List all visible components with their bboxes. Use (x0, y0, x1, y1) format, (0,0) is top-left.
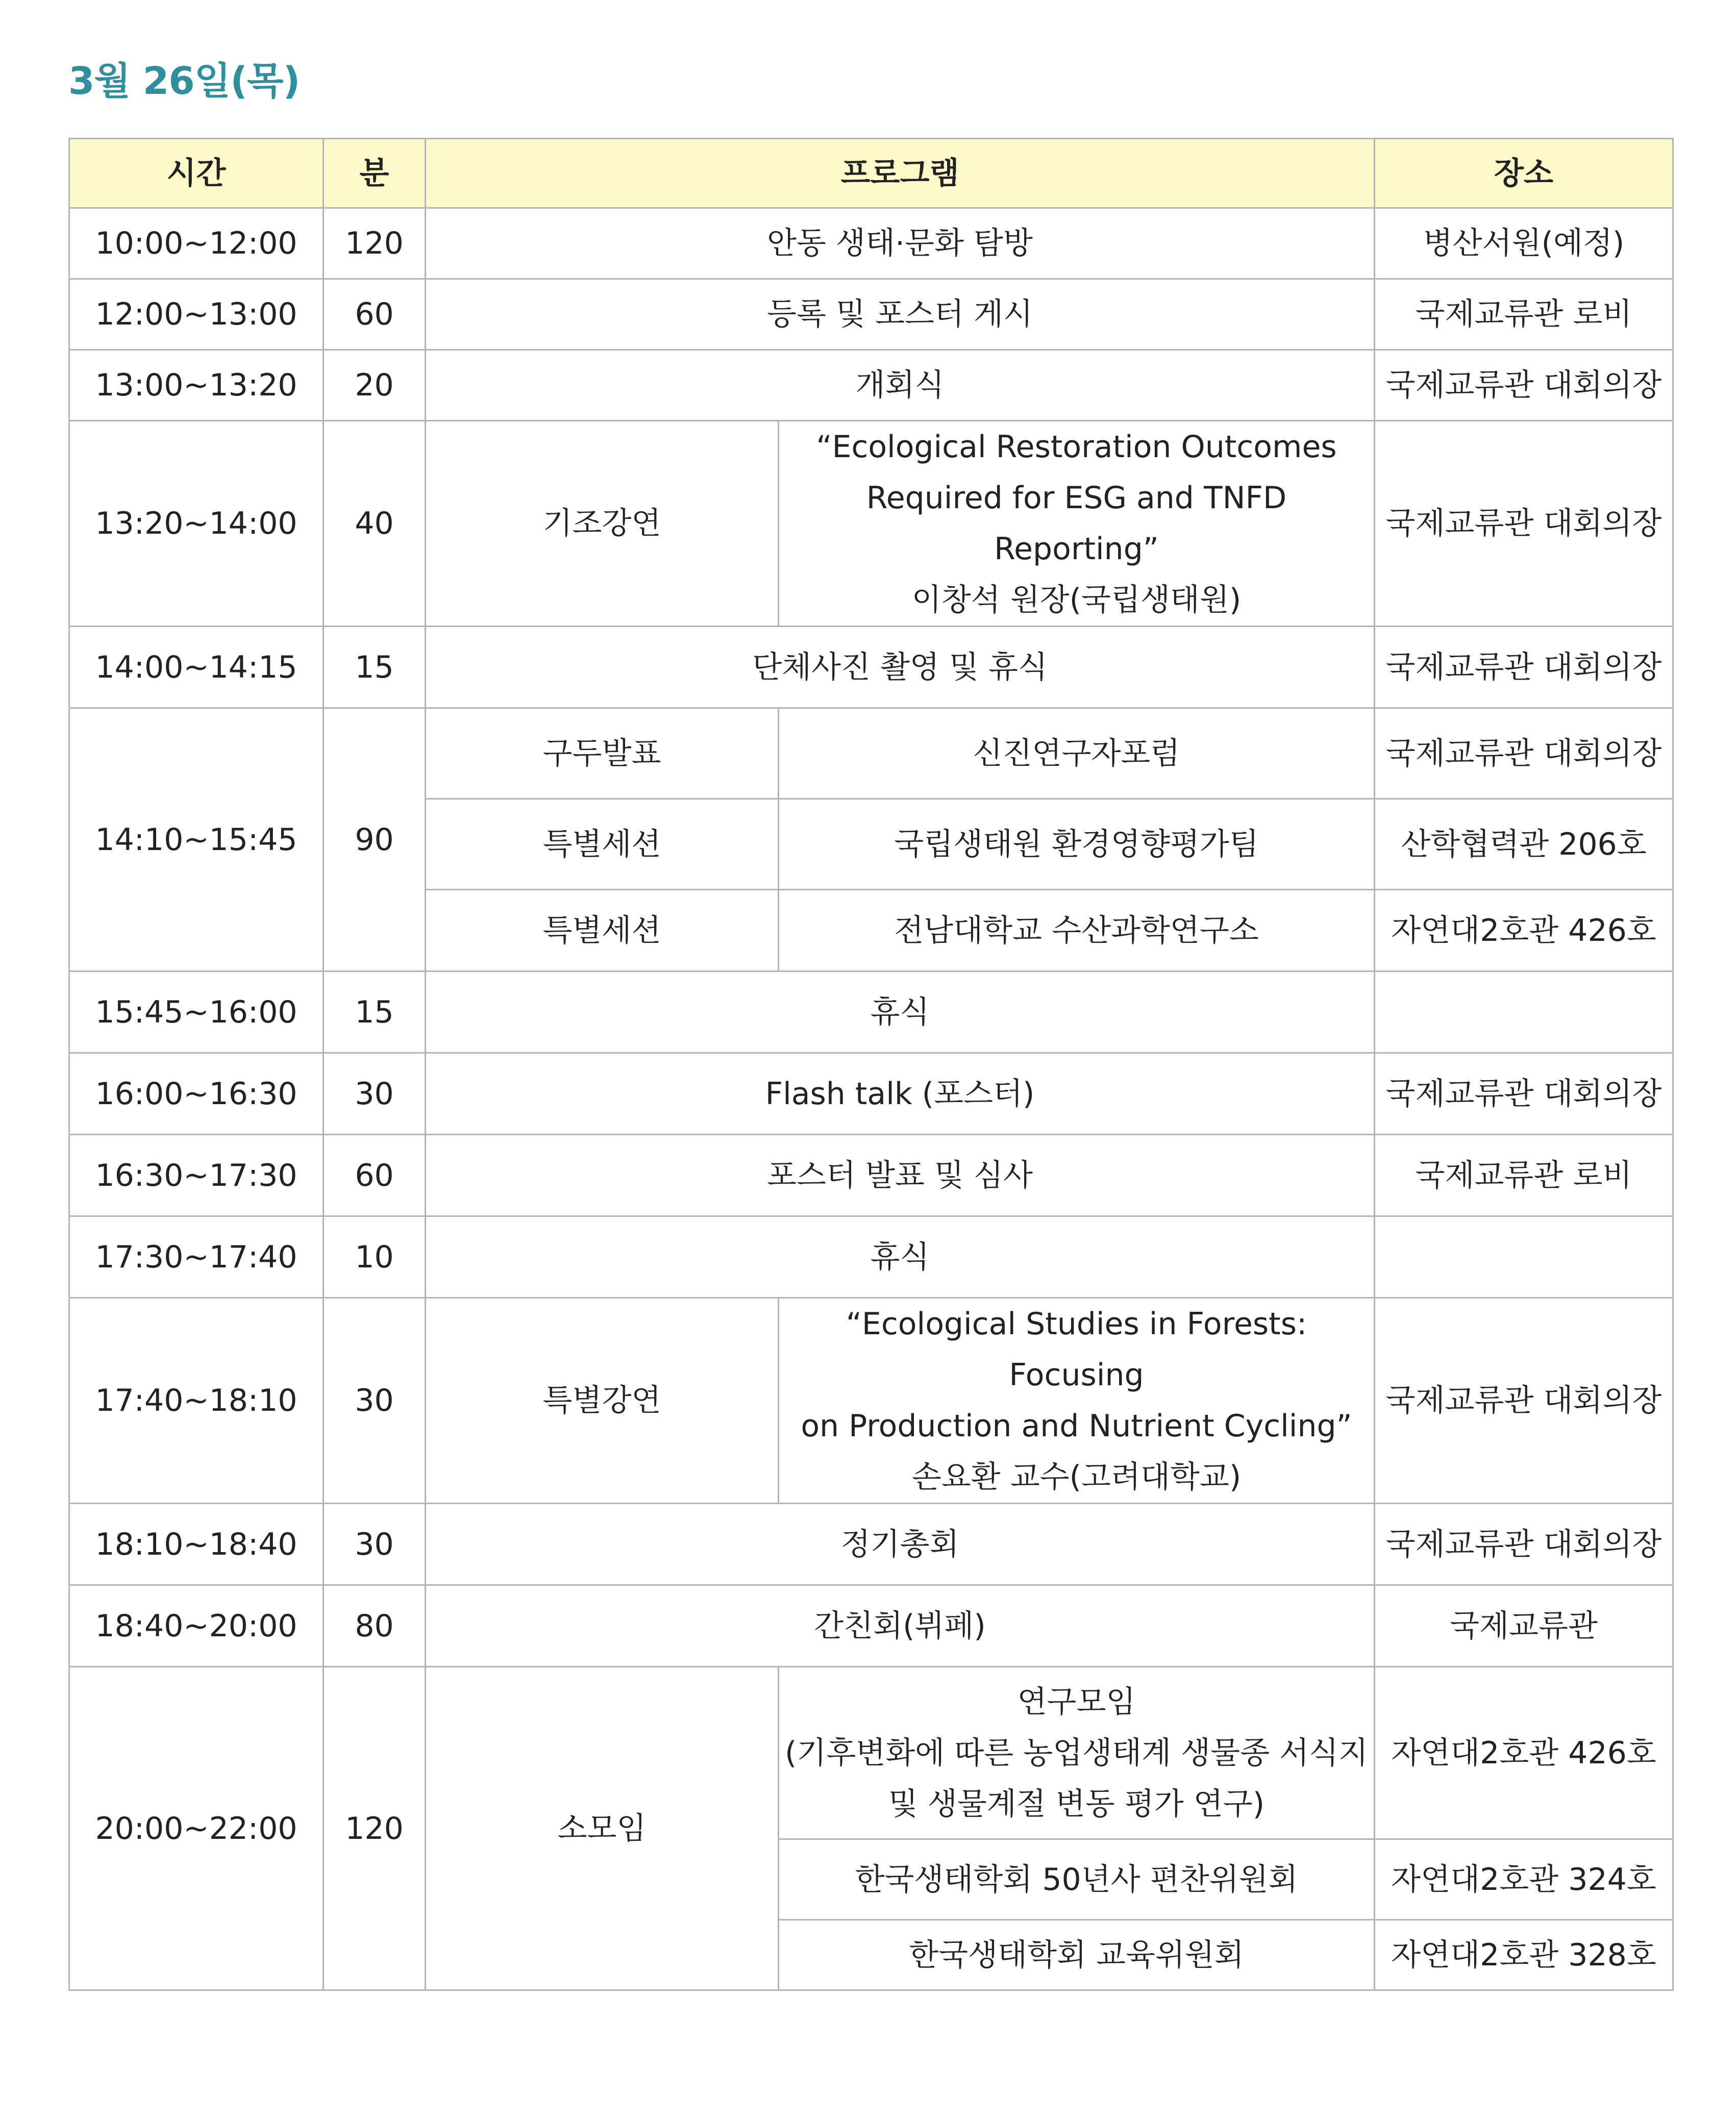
session-detail-cell (779, 1298, 1375, 1504)
program-cell: 단체사진 촬영 및 휴식 (426, 627, 1375, 708)
minutes-cell: 30 (324, 1053, 426, 1135)
schedule-table (68, 138, 1674, 1991)
minutes-cell: 30 (324, 1504, 426, 1585)
speaker-line: 이창석 원장(국립생태원) (911, 582, 1242, 618)
minutes-cell: 30 (324, 1298, 426, 1504)
program-cell: 간친회(뷔페) (426, 1585, 1375, 1667)
time-cell: 13:00~13:20 (69, 350, 324, 421)
session-type-cell: 특별세션 (426, 799, 779, 890)
table-row (69, 421, 1673, 627)
venue-cell: 국제교류관 로비 (1375, 279, 1673, 350)
meeting-title-line: 및 생물계절 변동 평가 연구) (888, 1786, 1265, 1822)
session-type-cell: 기조강연 (426, 421, 779, 627)
time-cell: 15:45~16:00 (69, 971, 324, 1053)
header-program: 프로그램 (426, 139, 1375, 208)
meeting-title-line: 연구모임 (1017, 1684, 1136, 1720)
page-title: 3월 26일(목) (68, 59, 300, 103)
table-row (69, 1053, 1673, 1135)
venue-cell: 국제교류관 대회의장 (1375, 1053, 1673, 1135)
minutes-cell: 15 (324, 627, 426, 708)
table-header-row (69, 139, 1673, 208)
time-cell: 14:00~14:15 (69, 627, 324, 708)
table-row (69, 350, 1673, 421)
program-cell: Flash talk (포스터) (426, 1053, 1375, 1135)
venue-cell: 자연대2호관 426호 (1375, 890, 1673, 971)
table-row (69, 1216, 1673, 1298)
session-detail-cell: 국립생태원 환경영향평가팀 (779, 799, 1375, 890)
meeting-title-line: (기후변화에 따른 농업생태계 생물종 서식지 (785, 1735, 1368, 1771)
program-cell: 안동 생태·문화 탐방 (426, 208, 1375, 279)
table-row (69, 708, 1673, 799)
table-row (69, 1585, 1673, 1667)
minutes-cell: 10 (324, 1216, 426, 1298)
session-type-cell: 특별세션 (426, 890, 779, 971)
venue-cell: 자연대2호관 328호 (1375, 1920, 1673, 1990)
time-cell: 16:00~16:30 (69, 1053, 324, 1135)
venue-cell (1375, 971, 1673, 1053)
minutes-cell: 120 (324, 1667, 426, 1990)
speaker-line: 손요환 교수(고려대학교) (911, 1459, 1242, 1495)
session-type-cell: 소모임 (426, 1667, 779, 1990)
venue-cell (1375, 1216, 1673, 1298)
session-detail-cell: 전남대학교 수산과학연구소 (779, 890, 1375, 971)
time-cell: 16:30~17:30 (69, 1135, 324, 1216)
table-row (69, 1504, 1673, 1585)
venue-cell: 국제교류관 (1375, 1585, 1673, 1667)
minutes-cell: 90 (324, 708, 426, 971)
table-row (69, 627, 1673, 708)
session-detail-cell: 한국생태학회 50년사 편찬위원회 (779, 1839, 1375, 1920)
talk-title-line: Required for ESG and TNFD Reporting” (866, 480, 1287, 567)
venue-cell: 국제교류관 대회의장 (1375, 350, 1673, 421)
session-detail-cell: 신진연구자포럼 (779, 708, 1375, 799)
program-cell: 개회식 (426, 350, 1375, 421)
venue-cell: 산학협력관 206호 (1375, 799, 1673, 890)
venue-cell: 국제교류관 대회의장 (1375, 1298, 1673, 1504)
time-cell: 17:40~18:10 (69, 1298, 324, 1504)
table-row (69, 1135, 1673, 1216)
header-time: 시간 (69, 139, 324, 208)
talk-title-line: on Production and Nutrient Cycling” (801, 1408, 1352, 1444)
venue-cell: 국제교류관 대회의장 (1375, 1504, 1673, 1585)
venue-cell: 국제교류관 로비 (1375, 1135, 1673, 1216)
header-minutes: 분 (324, 139, 426, 208)
table-row (69, 279, 1673, 350)
minutes-cell: 40 (324, 421, 426, 627)
program-cell: 휴식 (426, 971, 1375, 1053)
venue-cell: 국제교류관 대회의장 (1375, 708, 1673, 799)
table-row (69, 1298, 1673, 1504)
time-cell: 10:00~12:00 (69, 208, 324, 279)
venue-cell: 자연대2호관 324호 (1375, 1839, 1673, 1920)
program-cell: 휴식 (426, 1216, 1375, 1298)
table-row (69, 1667, 1673, 1839)
program-cell: 정기총회 (426, 1504, 1375, 1585)
time-cell: 13:20~14:00 (69, 421, 324, 627)
session-detail-cell (779, 421, 1375, 627)
minutes-cell: 15 (324, 971, 426, 1053)
session-detail-cell: 한국생태학회 교육위원회 (779, 1920, 1375, 1990)
table-row (69, 208, 1673, 279)
session-type-cell: 구두발표 (426, 708, 779, 799)
table-row (69, 971, 1673, 1053)
venue-cell: 병산서원(예정) (1375, 208, 1673, 279)
time-cell: 12:00~13:00 (69, 279, 324, 350)
talk-title-line: “Ecological Studies in Forests: Focusing (846, 1306, 1307, 1393)
minutes-cell: 120 (324, 208, 426, 279)
program-cell: 포스터 발표 및 심사 (426, 1135, 1375, 1216)
time-cell: 20:00~22:00 (69, 1667, 324, 1990)
venue-cell: 자연대2호관 426호 (1375, 1667, 1673, 1839)
program-cell: 등록 및 포스터 게시 (426, 279, 1375, 350)
time-cell: 18:40~20:00 (69, 1585, 324, 1667)
minutes-cell: 60 (324, 1135, 426, 1216)
talk-title-line: “Ecological Restoration Outcomes (816, 429, 1337, 465)
venue-cell: 국제교류관 대회의장 (1375, 627, 1673, 708)
minutes-cell: 20 (324, 350, 426, 421)
header-venue: 장소 (1375, 139, 1673, 208)
time-cell: 18:10~18:40 (69, 1504, 324, 1585)
minutes-cell: 60 (324, 279, 426, 350)
time-cell: 17:30~17:40 (69, 1216, 324, 1298)
venue-cell: 국제교류관 대회의장 (1375, 421, 1673, 627)
time-cell: 14:10~15:45 (69, 708, 324, 971)
minutes-cell: 80 (324, 1585, 426, 1667)
session-detail-cell (779, 1667, 1375, 1839)
session-type-cell: 특별강연 (426, 1298, 779, 1504)
